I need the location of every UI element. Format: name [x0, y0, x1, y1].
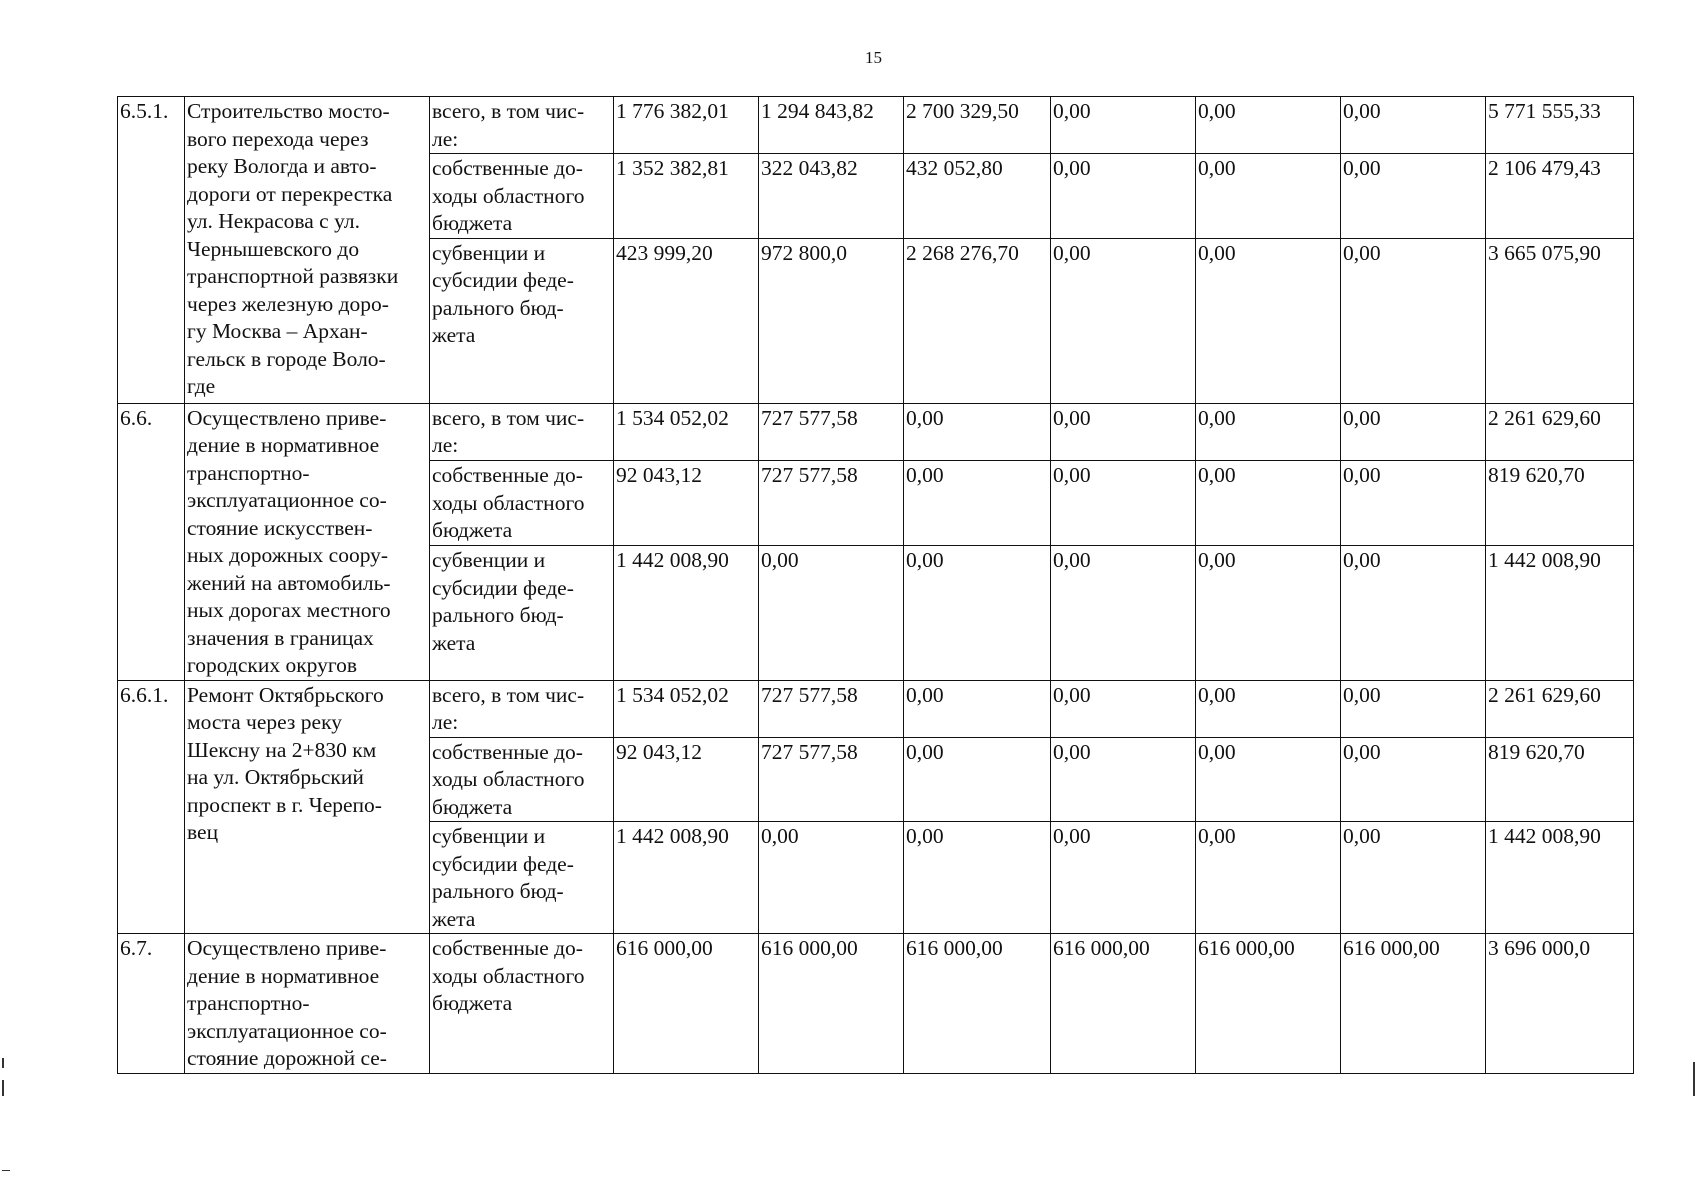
funding-source: собственные до- ходы областного бюджета	[430, 737, 614, 822]
value-cell: 0,00	[1051, 403, 1196, 461]
value-cell: 727 577,58	[759, 680, 904, 737]
value-cell: 972 800,0	[759, 238, 904, 403]
value-cell: 0,00	[759, 822, 904, 934]
table-row	[118, 97, 1634, 154]
value-cell: 0,00	[759, 546, 904, 680]
value-cell: 0,00	[1341, 822, 1486, 934]
value-cell: 727 577,58	[759, 403, 904, 461]
item-description: Осуществлено приве- дение в нормативное транспортно- эксплуатационное со- стояние искусствен- ных дорожных соору- жений на автомобиль- ных дорогах местного значения в границах городских округов	[185, 403, 430, 680]
value-cell: 423 999,20	[614, 238, 759, 403]
total-cell: 819 620,70	[1486, 737, 1634, 822]
value-cell: 322 043,82	[759, 154, 904, 239]
value-cell: 0,00	[1051, 546, 1196, 680]
funding-source: субвенции и субсидии феде- рального бюд- жета	[430, 238, 614, 403]
value-cell: 0,00	[1341, 737, 1486, 822]
value-cell: 0,00	[904, 546, 1051, 680]
value-cell: 0,00	[1341, 238, 1486, 403]
value-cell: 0,00	[1051, 461, 1196, 546]
total-cell: 2 106 479,43	[1486, 154, 1634, 239]
value-cell: 0,00	[1196, 97, 1341, 154]
funding-source: всего, в том чис- ле:	[430, 403, 614, 461]
total-cell: 3 696 000,0	[1486, 934, 1634, 1074]
value-cell: 0,00	[1196, 154, 1341, 239]
value-cell: 616 000,00	[759, 934, 904, 1074]
value-cell: 0,00	[1341, 403, 1486, 461]
item-number: 6.6.	[118, 403, 185, 680]
value-cell: 0,00	[1196, 403, 1341, 461]
value-cell: 2 700 329,50	[904, 97, 1051, 154]
value-cell: 0,00	[1341, 680, 1486, 737]
funding-source: собственные до- ходы областного бюджета	[430, 934, 614, 1074]
funding-source: собственные до- ходы областного бюджета	[430, 461, 614, 546]
item-number: 6.5.1.	[118, 97, 185, 404]
page-number: 15	[865, 48, 882, 67]
value-cell: 0,00	[1196, 461, 1341, 546]
funding-source: всего, в том чис- ле:	[430, 680, 614, 737]
funding-source: собственные до- ходы областного бюджета	[430, 154, 614, 239]
value-cell: 727 577,58	[759, 461, 904, 546]
value-cell: 0,00	[1341, 97, 1486, 154]
scan-margin-mark	[2, 1058, 4, 1068]
value-cell: 0,00	[1051, 822, 1196, 934]
value-cell: 0,00	[904, 822, 1051, 934]
total-cell: 2 261 629,60	[1486, 680, 1634, 737]
value-cell: 0,00	[1051, 680, 1196, 737]
funding-source: субвенции и субсидии феде- рального бюд- жета	[430, 546, 614, 680]
value-cell: 616 000,00	[1196, 934, 1341, 1074]
value-cell: 1 442 008,90	[614, 546, 759, 680]
item-number: 6.6.1.	[118, 680, 185, 934]
total-cell: 2 261 629,60	[1486, 403, 1634, 461]
value-cell: 0,00	[1341, 154, 1486, 239]
value-cell: 0,00	[1196, 238, 1341, 403]
scan-margin-mark	[2, 1080, 4, 1096]
table-row	[118, 680, 1634, 737]
value-cell: 0,00	[1196, 546, 1341, 680]
value-cell: 616 000,00	[1051, 934, 1196, 1074]
value-cell: 1 294 843,82	[759, 97, 904, 154]
scan-margin-mark	[1693, 1062, 1695, 1096]
value-cell: 1 776 382,01	[614, 97, 759, 154]
value-cell: 616 000,00	[1341, 934, 1486, 1074]
table-row	[118, 403, 1634, 461]
value-cell: 0,00	[904, 680, 1051, 737]
value-cell: 0,00	[1341, 461, 1486, 546]
value-cell: 0,00	[1051, 97, 1196, 154]
value-cell: 0,00	[1196, 680, 1341, 737]
value-cell: 0,00	[904, 403, 1051, 461]
value-cell: 0,00	[1196, 737, 1341, 822]
funding-source: субвенции и субсидии феде- рального бюд- жета	[430, 822, 614, 934]
value-cell: 0,00	[1051, 238, 1196, 403]
funding-source: всего, в том чис- ле:	[430, 97, 614, 154]
item-description: Строительство мосто- вого перехода через реку Вологда и авто- дороги от перекрестка ул. Некрасова с ул. Чернышевского до транспортной развязки через железную доро- гу Москва – Архан- гельск в городе Воло- где	[185, 97, 430, 404]
scan-margin-mark	[2, 1170, 10, 1171]
total-cell: 3 665 075,90	[1486, 238, 1634, 403]
value-cell: 0,00	[1051, 737, 1196, 822]
value-cell: 0,00	[904, 737, 1051, 822]
total-cell: 5 771 555,33	[1486, 97, 1634, 154]
value-cell: 0,00	[1051, 154, 1196, 239]
value-cell: 0,00	[1341, 546, 1486, 680]
value-cell: 92 043,12	[614, 737, 759, 822]
value-cell: 1 352 382,81	[614, 154, 759, 239]
item-description: Осуществлено приве- дение в нормативное транспортно- эксплуатационное со- стояние дорожной се-	[185, 934, 430, 1074]
value-cell: 1 442 008,90	[614, 822, 759, 934]
value-cell: 0,00	[904, 461, 1051, 546]
total-cell: 1 442 008,90	[1486, 822, 1634, 934]
value-cell: 2 268 276,70	[904, 238, 1051, 403]
value-cell: 616 000,00	[614, 934, 759, 1074]
value-cell: 1 534 052,02	[614, 403, 759, 461]
value-cell: 727 577,58	[759, 737, 904, 822]
total-cell: 819 620,70	[1486, 461, 1634, 546]
item-description: Ремонт Октябрьского моста через реку Шексну на 2+830 км на ул. Октябрьский проспект в г. Черепо- вец	[185, 680, 430, 934]
total-cell: 1 442 008,90	[1486, 546, 1634, 680]
value-cell: 616 000,00	[904, 934, 1051, 1074]
budget-table	[117, 96, 1634, 1074]
value-cell: 432 052,80	[904, 154, 1051, 239]
value-cell: 1 534 052,02	[614, 680, 759, 737]
value-cell: 92 043,12	[614, 461, 759, 546]
item-number: 6.7.	[118, 934, 185, 1074]
value-cell: 0,00	[1196, 822, 1341, 934]
table-row	[118, 934, 1634, 1074]
